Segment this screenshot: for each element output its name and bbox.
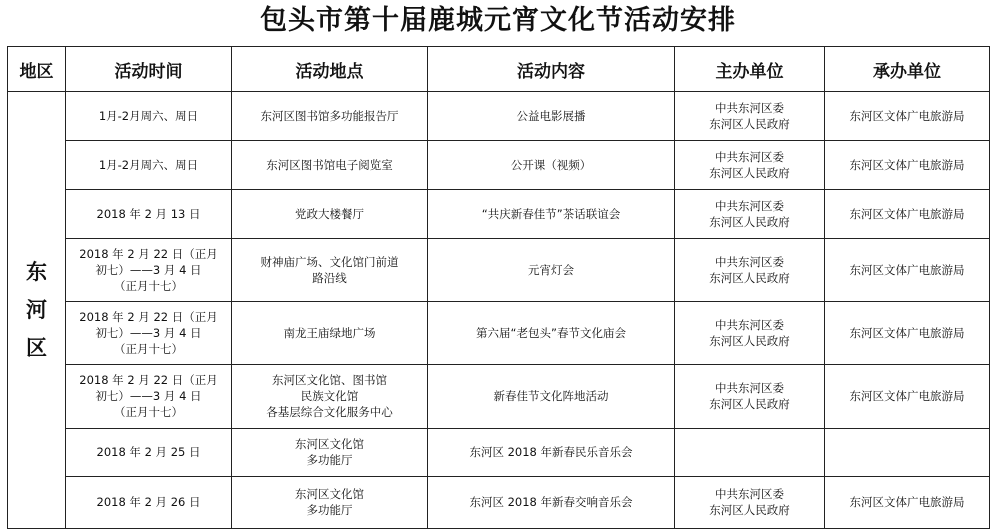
place-line: 多功能厅 [306,453,353,468]
host-line: 中共东河区委 [715,101,784,116]
table-row [8,238,990,301]
time-line: 1月-2月周六、周日 [98,158,199,173]
content-line: 公益电影展播 [516,109,586,124]
host-line: 中共东河区委 [715,254,784,269]
organizer-cell [825,365,990,428]
place-line: 东河区图书馆电子阅览室 [266,158,393,173]
place-line: 东河区文化馆 [295,487,364,502]
host-line: 中共东河区委 [715,487,784,502]
host-line: 东河区人民政府 [709,215,790,230]
host-line: 东河区人民政府 [709,397,790,412]
time-cell [66,476,232,528]
organizer-line: 东河区文体广电旅游局 [849,389,965,404]
place-line: 东河区文化馆、图书馆 [272,373,387,388]
organizer-cell [825,301,990,364]
organizer-cell [825,141,990,190]
organizer-cell [825,92,990,141]
content-line: 元宵灯会 [528,262,574,277]
organizer-line: 东河区文体广电旅游局 [849,495,965,510]
table-row [8,92,990,141]
organizer-cell [825,476,990,528]
content-cell [428,476,675,528]
host-line: 东河区人民政府 [709,270,790,285]
time-line: 2018 年 2 月 22 日（正月 [79,373,218,388]
place-line: 东河区文化馆 [295,437,364,452]
time-cell [66,428,232,476]
schedule-table [7,46,990,529]
host-line: 中共东河区委 [715,318,784,333]
place-cell [232,301,428,364]
time-line: 2018 年 2 月 26 日 [96,495,201,510]
host-line: 东河区人民政府 [709,503,790,518]
table-row [8,428,990,476]
table-row [8,301,990,364]
place-cell [232,365,428,428]
content-cell [428,365,675,428]
header-content: 活动内容 [428,47,675,92]
header-time: 活动时间 [66,47,232,92]
place-cell [232,238,428,301]
time-line: （正月十七） [114,278,183,293]
host-cell [675,365,825,428]
time-cell [66,301,232,364]
content-line: 东河区 2018 年新春交响音乐会 [469,495,633,510]
host-cell [675,141,825,190]
time-cell [66,238,232,301]
content-cell [428,301,675,364]
content-cell [428,92,675,141]
place-line: 民族文化馆 [300,389,359,404]
header-row [8,47,990,92]
content-cell [428,238,675,301]
place-cell [232,141,428,190]
host-cell [675,428,825,476]
time-cell [66,141,232,190]
organizer-line: 东河区文体广电旅游局 [849,109,965,124]
page-title: 包头市第十届鹿城元宵文化节活动安排 [260,5,736,36]
host-line: 东河区人民政府 [709,334,790,349]
host-line: 东河区人民政府 [709,166,790,181]
place-line: 东河区图书馆多功能报告厅 [260,109,399,124]
time-line: 2018 年 2 月 25 日 [96,445,201,460]
organizer-cell [825,238,990,301]
time-cell [66,92,232,141]
host-line: 中共东河区委 [715,150,784,165]
time-line: （正月十七） [114,342,183,357]
table-row [8,476,990,528]
header-region: 地区 [8,47,66,92]
content-cell [428,190,675,238]
table-row [8,141,990,190]
place-line: 财神庙广场、文化馆门前道 [260,254,399,269]
organizer-cell [825,428,990,476]
organizer-line: 东河区文体广电旅游局 [849,262,965,277]
header-organizer: 承办单位 [825,47,990,92]
time-line: 初七）——3 月 4 日 [95,262,202,277]
organizer-line: 东河区文体广电旅游局 [849,207,965,222]
place-line: 党政大楼餐厅 [295,207,364,222]
place-cell [232,428,428,476]
content-line: 第六届“老包头”春节文化庙会 [476,326,626,341]
time-line: 2018 年 2 月 22 日（正月 [79,246,218,261]
place-line: 多功能厅 [306,503,353,518]
time-line: 初七）——3 月 4 日 [95,326,202,341]
header-host: 主办单位 [675,47,825,92]
content-cell [428,428,675,476]
host-line: 中共东河区委 [715,381,784,396]
content-cell [428,141,675,190]
content-line: 公开课（视频） [510,158,592,173]
host-cell [675,238,825,301]
time-line: 2018 年 2 月 13 日 [96,207,201,222]
host-cell [675,476,825,528]
time-cell [66,190,232,238]
host-cell [675,92,825,141]
place-line: 路沿线 [312,270,347,285]
time-line: 初七）——3 月 4 日 [95,389,202,404]
region-char: 东 [26,259,47,284]
place-cell [232,190,428,238]
time-cell [66,365,232,428]
host-cell [675,190,825,238]
organizer-line: 东河区文体广电旅游局 [849,326,965,341]
organizer-cell [825,190,990,238]
header-place: 活动地点 [232,47,428,92]
region-cell [8,92,66,529]
region-char: 河 [26,297,47,322]
table-row [8,190,990,238]
content-line: 东河区 2018 年新春民乐音乐会 [469,445,633,460]
content-line: 新春佳节文化阵地活动 [493,389,609,404]
host-line: 东河区人民政府 [709,117,790,132]
place-line: 各基层综合文化服务中心 [266,405,393,420]
time-line: （正月十七） [114,405,183,420]
content-line: “共庆新春佳节”茶话联谊会 [481,207,621,222]
time-line: 2018 年 2 月 22 日（正月 [79,310,218,325]
place-cell [232,92,428,141]
place-cell [232,476,428,528]
table-row [8,365,990,428]
host-line: 中共东河区委 [715,199,784,214]
place-line: 南龙王庙绿地广场 [283,326,376,341]
host-cell [675,301,825,364]
region-char: 区 [26,335,47,360]
organizer-line: 东河区文体广电旅游局 [849,158,965,173]
time-line: 1月-2月周六、周日 [98,109,199,124]
